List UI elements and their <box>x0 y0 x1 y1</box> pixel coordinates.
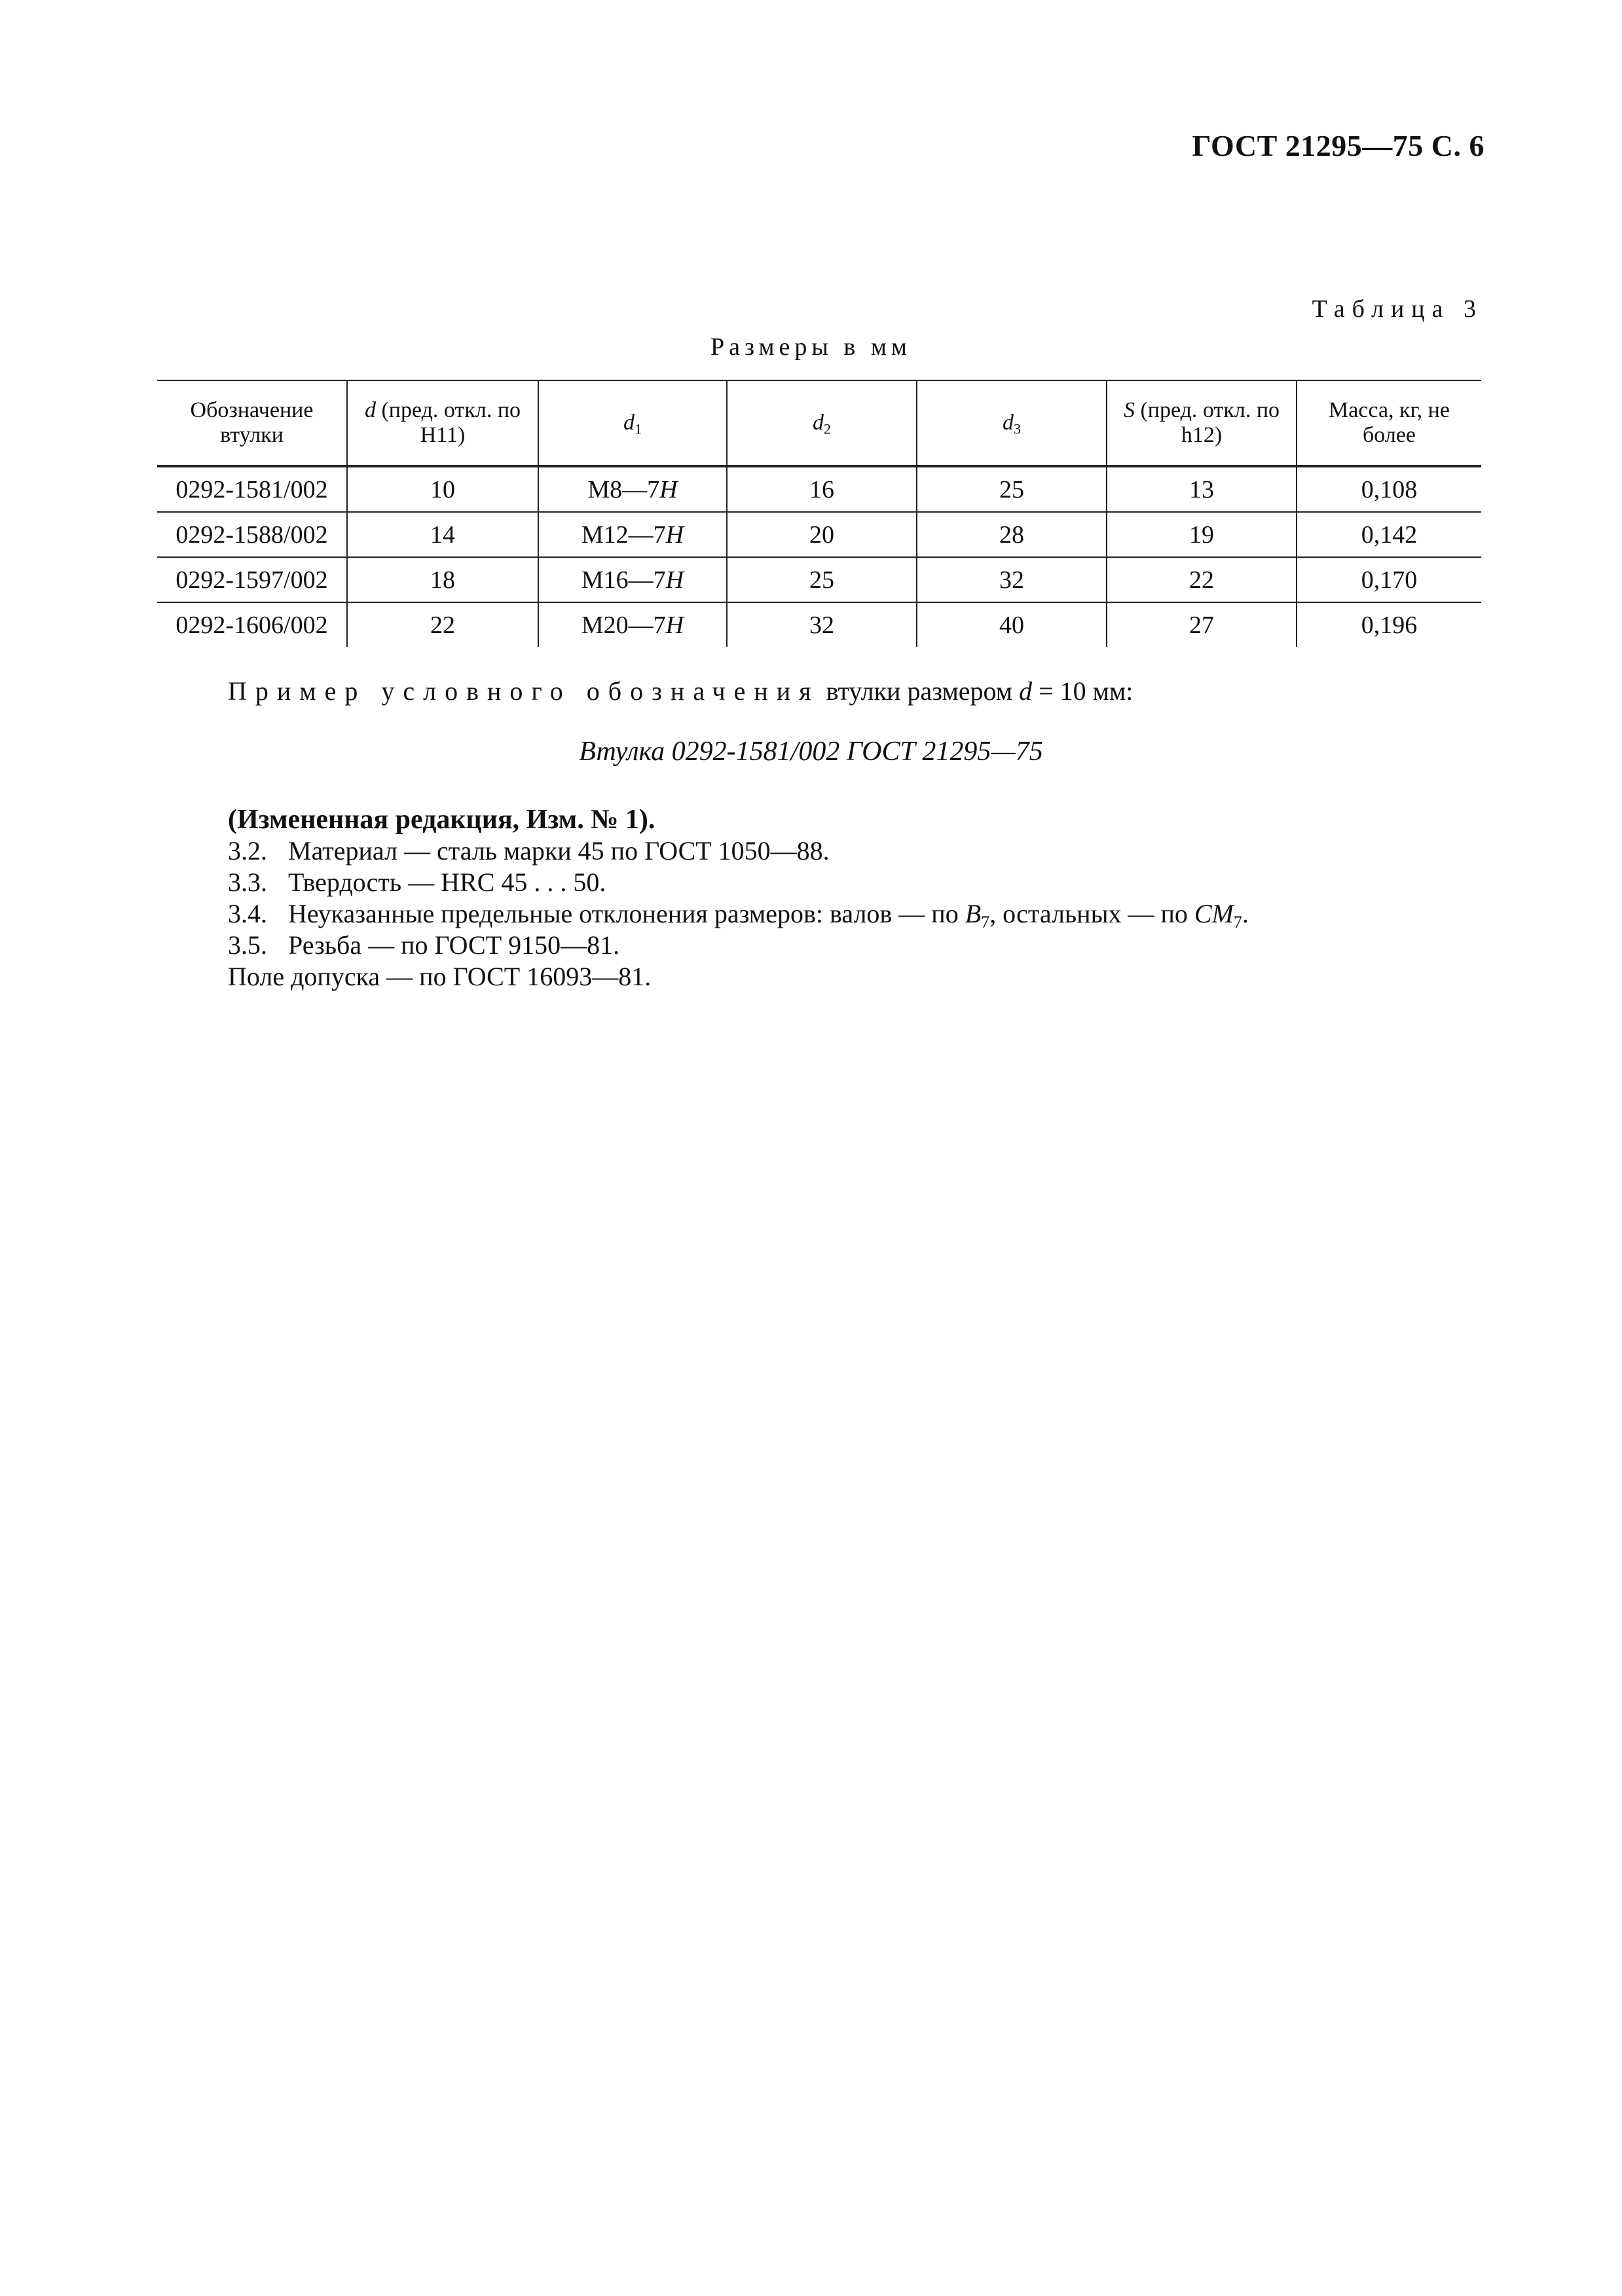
cell-d3: 25 <box>917 466 1107 512</box>
cell-mass: 0,108 <box>1297 466 1481 512</box>
cell-s: 19 <box>1107 512 1297 557</box>
table-header-row <box>157 380 1481 466</box>
header-d1: $d_1$ <box>538 380 727 466</box>
cell-d: 22 <box>347 602 538 647</box>
header-d: d (пред. откл. по Н11) <box>347 380 538 466</box>
example-designation: Втулка 0292-1581/002 ГОСТ 21295—75 <box>579 737 1043 767</box>
cell-d3: 28 <box>917 512 1107 557</box>
cell-designation: 0292-1581/002 <box>157 466 347 512</box>
cell-d2: 16 <box>727 466 917 512</box>
cell-d2: 20 <box>727 512 917 557</box>
table-row <box>157 466 1481 512</box>
cell-d2: 25 <box>727 557 917 602</box>
note-item: 3.3. Твердость — HRC 45 . . . 50. <box>228 867 606 897</box>
designation-example: Пример условного обозначения втулки размером d = 10 мм: <box>228 676 1134 706</box>
cell-s: 13 <box>1107 466 1297 512</box>
cell-d1: М8—7H <box>538 466 727 512</box>
note-item: 3.2. Материал — сталь марки 45 по ГОСТ 1050—88. <box>228 836 830 866</box>
tolerance-note: Поле допуска — по ГОСТ 16093—81. <box>228 962 652 991</box>
cell-designation: 0292-1597/002 <box>157 557 347 602</box>
cell-s: 22 <box>1107 557 1297 602</box>
dimensions-table <box>157 380 1481 647</box>
header-designation: Обозначение втулки <box>157 380 347 466</box>
cell-d3: 32 <box>917 557 1107 602</box>
cell-d1: М12—7H <box>538 512 727 557</box>
amendment-note: (Измененная редакция, Изм. № 1). <box>228 805 655 835</box>
cell-d1: М16—7H <box>538 557 727 602</box>
example-label: Пример условного обозначения <box>228 676 820 706</box>
header-s: S (пред. откл. по h12) <box>1107 380 1297 466</box>
page-header: ГОСТ 21295—75 С. 6 <box>1192 129 1484 162</box>
cell-d: 18 <box>347 557 538 602</box>
note-item: 3.5. Резьба — по ГОСТ 9150—81. <box>228 930 620 960</box>
cell-designation: 0292-1606/002 <box>175 611 328 639</box>
header-d2: $d_2$ <box>727 380 917 466</box>
cell-mass: 0,170 <box>1297 557 1481 602</box>
cell-d: 10 <box>347 466 538 512</box>
table-row <box>157 512 1481 557</box>
header-d3: $d_3$ <box>917 380 1107 466</box>
cell-s: 27 <box>1107 602 1297 647</box>
table-row <box>157 557 1481 602</box>
cell-d3: 40 <box>917 602 1107 647</box>
cell-d2: 32 <box>727 602 917 647</box>
table-caption: Таблица 3 <box>1312 295 1483 323</box>
header-mass: Масса, кг, не более <box>1297 380 1481 466</box>
table-row <box>157 602 1481 647</box>
units-caption: Размеры в мм <box>710 333 912 361</box>
cell-mass: 0,196 <box>1297 602 1481 647</box>
cell-designation: 0292-1588/002 <box>157 512 347 557</box>
cell-d1: М20—7H <box>538 602 727 647</box>
cell-d: 14 <box>347 512 538 557</box>
notes-section <box>228 804 1249 993</box>
cell-mass: 0,142 <box>1297 512 1481 557</box>
note-item: 3.4. Неуказанные предельные отклонения размеров: валов — по $B_7$, остальных — по $CM_7$. <box>228 899 1249 932</box>
